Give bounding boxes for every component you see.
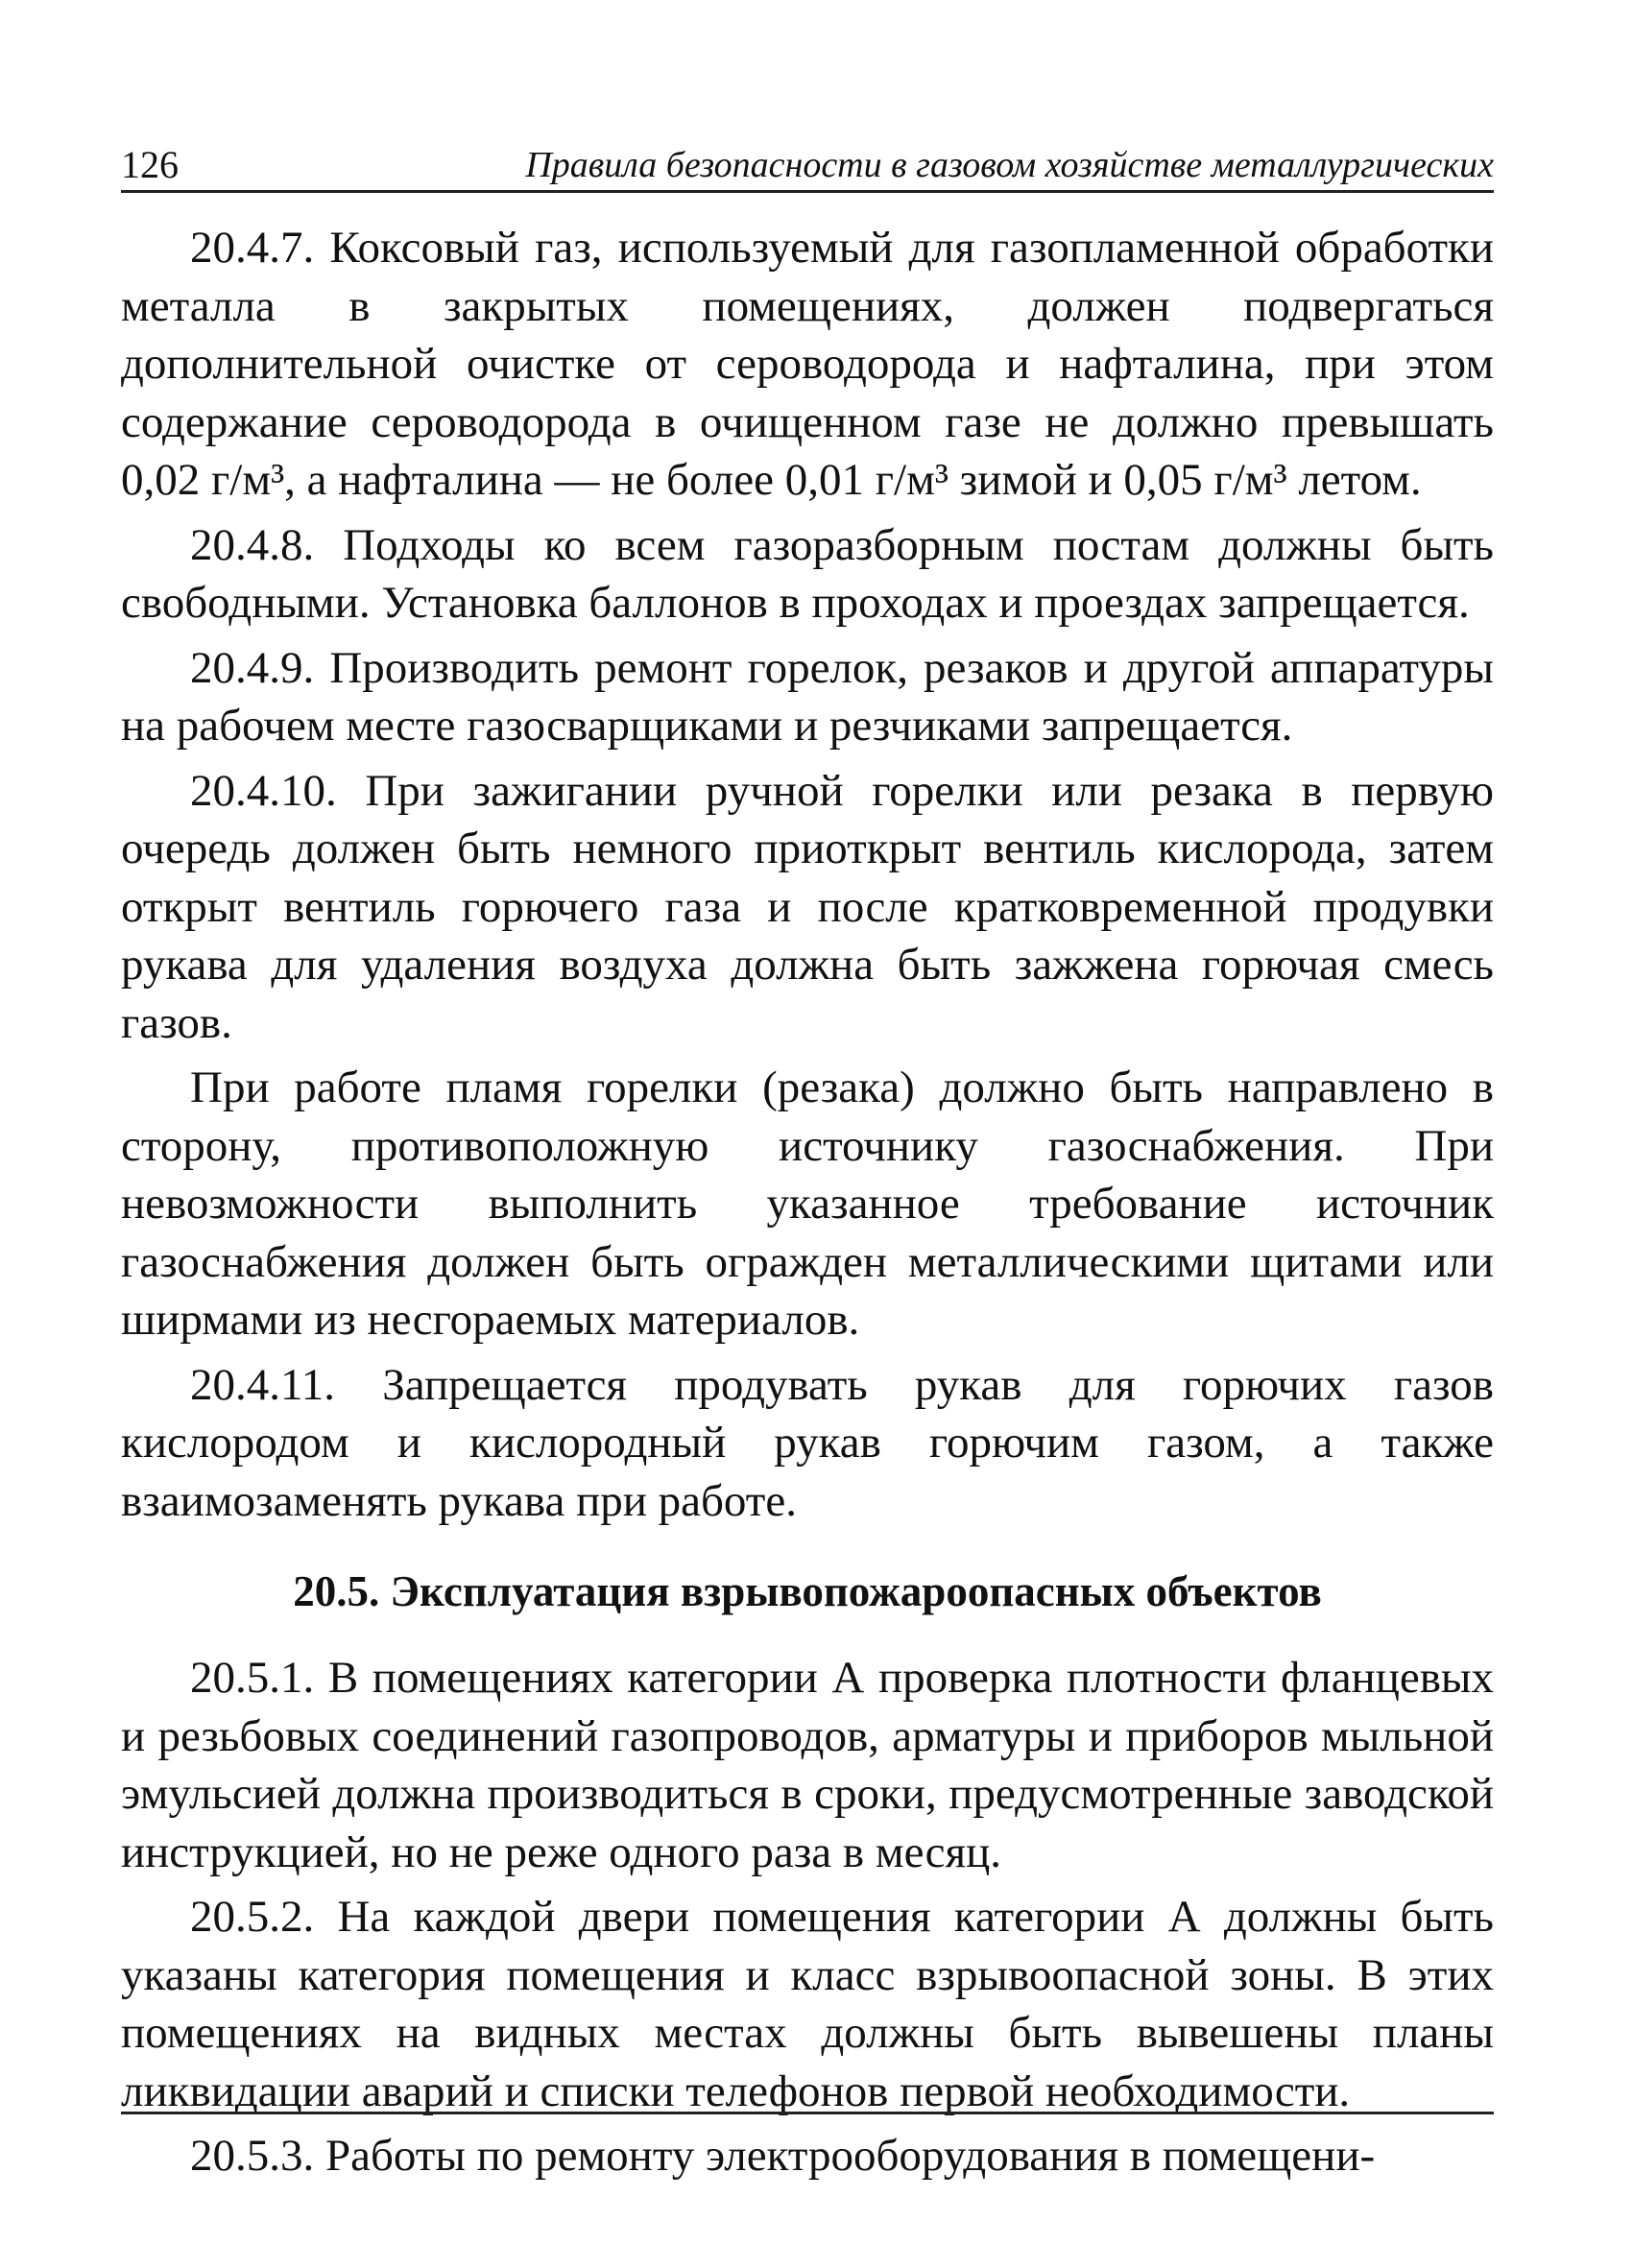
paragraph-20-4-7: 20.4.7. Коксовый газ, используемый для газопламенной обработки металла в закрытых помещениях, должен подвергаться дополнительной очистке от сероводорода и нафталина, при этом содержание сероводорода в очищенном газе не должно превышать 0,02 г/м³, а нафталина — не более 0,01 г/м³ зимой и 0,05 г/м³ летом. [121, 223, 1494, 505]
footer-rule [121, 2112, 1494, 2114]
page-header [121, 144, 1494, 193]
paragraph-20-5-3: 20.5.3. Работы по ремонту электрооборудования в помещени- [190, 2131, 1376, 2181]
paragraph-20-4-8: 20.4.8. Подходы ко всем газоразборным постам должны быть свободными. Установка баллонов в проходах и проездах запрещается. [121, 519, 1494, 628]
page-body [121, 219, 1494, 2192]
paragraph-20-5-2: 20.5.2. На каждой двери помещения категории А должны быть указаны категория помещения и класс взрывоопасной зоны. В этих помещениях на видных местах должны быть вывешены планы ликвидации аварий и списки телефонов первой необходимости. [121, 1892, 1494, 2116]
paragraph-20-4-9: 20.4.9. Производить ремонт горелок, резаков и другой аппаратуры на рабочем месте газосварщиками и резчиками запрещается. [121, 642, 1494, 751]
paragraph-flame-direction: При работе пламя горелки (резака) должно быть направлено в сторону, противоположную источнику газоснабжения. При невозможности выполнить указанное требование источник газоснабжения должен быть огражден металлическими щитами или ширмами из несгораемых материалов. [121, 1062, 1494, 1345]
paragraph-20-5-1: 20.5.1. В помещениях категории А проверка плотности фланцевых и резьбовых соединений газопроводов, арматуры и приборов мыльной эмульсией должна производиться в сроки, предусмотренные заводской инструкцией, но не реже одного раза в месяц. [121, 1653, 1494, 1877]
paragraph-20-4-10: 20.4.10. При зажигании ручной горелки или резака в первую очередь должен быть немного приоткрыт вентиль кислорода, затем открыт вентиль горючего газа и после кратковременной продувки рукава для удаления воздуха должна быть зажжена горючая смесь газов. [121, 765, 1494, 1048]
section-heading-20-5: 20.5. Эксплуатация взрывопожароопасных объектов [293, 1567, 1322, 1615]
running-title: Правила безопасности в газовом хозяйстве металлургических [525, 145, 1494, 185]
paragraph-20-4-11: 20.4.11. Запрещается продувать рукав для горючих газов кислородом и кислородный рукав горючим газом, а также взаимозаменять рукава при работе. [121, 1359, 1494, 1526]
page-number: 126 [121, 143, 179, 186]
